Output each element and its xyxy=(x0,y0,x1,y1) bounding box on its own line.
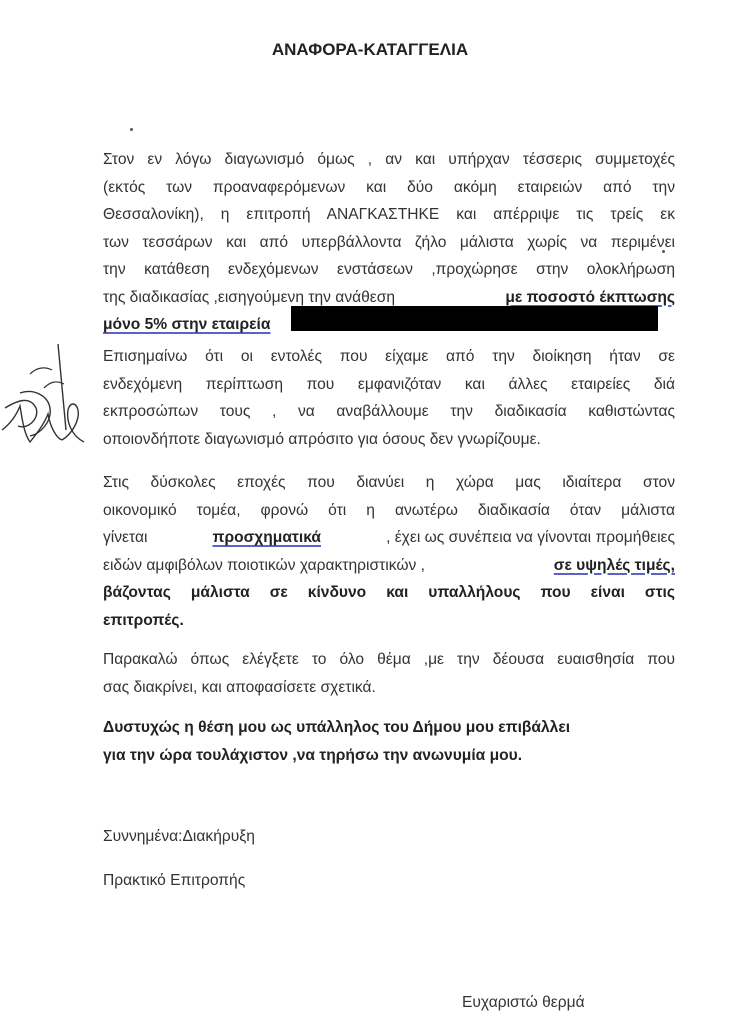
p4-line-2: σας διακρίνει, και αποφασίσετε σχετικά. xyxy=(103,678,376,696)
p3-line-4 xyxy=(103,552,675,580)
attachments-line-2: Πρακτικό Επιτροπής xyxy=(103,872,246,889)
pretextual-highlight: προσχηματικά xyxy=(212,529,321,546)
signature-scribble xyxy=(0,338,95,458)
p3-line-5: βάζοντας μάλιστα σε κίνδυνο και υπαλλήλους που είναι στις xyxy=(103,584,675,601)
p5-line-1: Δυστυχώς η θέση μου ως υπάλληλος του Δήμου μου επιβάλλει xyxy=(103,719,571,736)
p1-line-6-text: της διαδικασίας ,εισηγούμενη την ανάθεση xyxy=(103,288,396,306)
p1-line-2: (εκτός των προαναφερόμενων και δύο ακόμη εταιρειών από την xyxy=(103,178,675,196)
paragraph-2 xyxy=(103,343,675,453)
p3-line-3-end: , έχει ως συνέπεια να γίνονται προμήθειες xyxy=(386,529,675,546)
paragraph-4 xyxy=(103,646,675,701)
discount-highlight: με ποσοστό έκπτωσης xyxy=(505,288,675,306)
p1-line-7: μόνο 5% στην εταιρεία xyxy=(103,316,271,333)
redaction-bar xyxy=(291,306,658,331)
p3-line-1: Στις δύσκολες εποχές που διανύει η χώρα μας ιδιαίτερα στον xyxy=(103,474,675,491)
p1-line-4: των τεσσάρων και από υπερβάλλοντα ζήλο μάλιστα χωρίς να περιμένει xyxy=(103,233,675,251)
page-title: ΑΝΑΦΟΡΑ-ΚΑΤΑΓΓΕΛΙΑ xyxy=(271,40,469,59)
p2-line-3: εκπροσώπων τους , να αναβάλλουμε την διαδικασία καθιστώντας xyxy=(103,403,675,420)
p2-line-4: οποιονδήποτε διαγωνισμό απρόσιτο για όσους δεν γνωρίζουμε. xyxy=(103,430,541,448)
p3-line-4-start: ειδών αμφιβόλων ποιοτικών χαρακτηριστικών , xyxy=(103,556,425,574)
p3-line-2: οικονομικό τομέα, φρονώ ότι η ανωτέρω διαδικασία όταν μάλιστα xyxy=(103,501,675,519)
p1-line-5: την κατάθεση ενδεχόμενων ενστάσεων ,προχώρησε στην ολοκλήρωση xyxy=(103,261,675,278)
paragraph-5 xyxy=(103,714,675,769)
scan-speck xyxy=(130,128,133,131)
scan-speck xyxy=(662,250,665,253)
p1-line-3: Θεσσαλονίκη), η επιτροπή ΑΝΑΓΚΑΣΤΗΚΕ και απέρριψε τις τρείς εκ xyxy=(103,206,675,223)
p2-line-1: Επισημαίνω ότι οι εντολές που είχαμε από την διοίκηση ήταν σε xyxy=(103,348,675,365)
attachments-line-1: Συννημένα:Διακήρυξη xyxy=(103,828,255,845)
p3-line-6: επιτροπές. xyxy=(103,611,184,629)
p3-line-3-start: γίνεται xyxy=(103,529,148,546)
high-prices-highlight: σε υψηλές τιμές, xyxy=(553,556,675,574)
p2-line-2: ενδεχόμενη περίπτωση που εμφανιζόταν και άλλες εταιρείες διά xyxy=(103,375,675,393)
p4-line-1: Παρακαλώ όπως ελέγξετε το όλο θέμα ,με την δέουσα ευαισθησία που xyxy=(103,651,675,668)
paragraph-3 xyxy=(103,469,675,634)
closing-thanks: Ευχαριστώ θερμά xyxy=(462,994,585,1011)
p3-line-3 xyxy=(103,524,675,552)
p1-line-1: Στον εν λόγω διαγωνισμό όμως , αν και υπήρχαν τέσσερις συμμετοχές xyxy=(103,151,675,168)
p5-line-2: για την ώρα τουλάχιστον ,να τηρήσω την ανωνυμία μου. xyxy=(103,746,523,764)
